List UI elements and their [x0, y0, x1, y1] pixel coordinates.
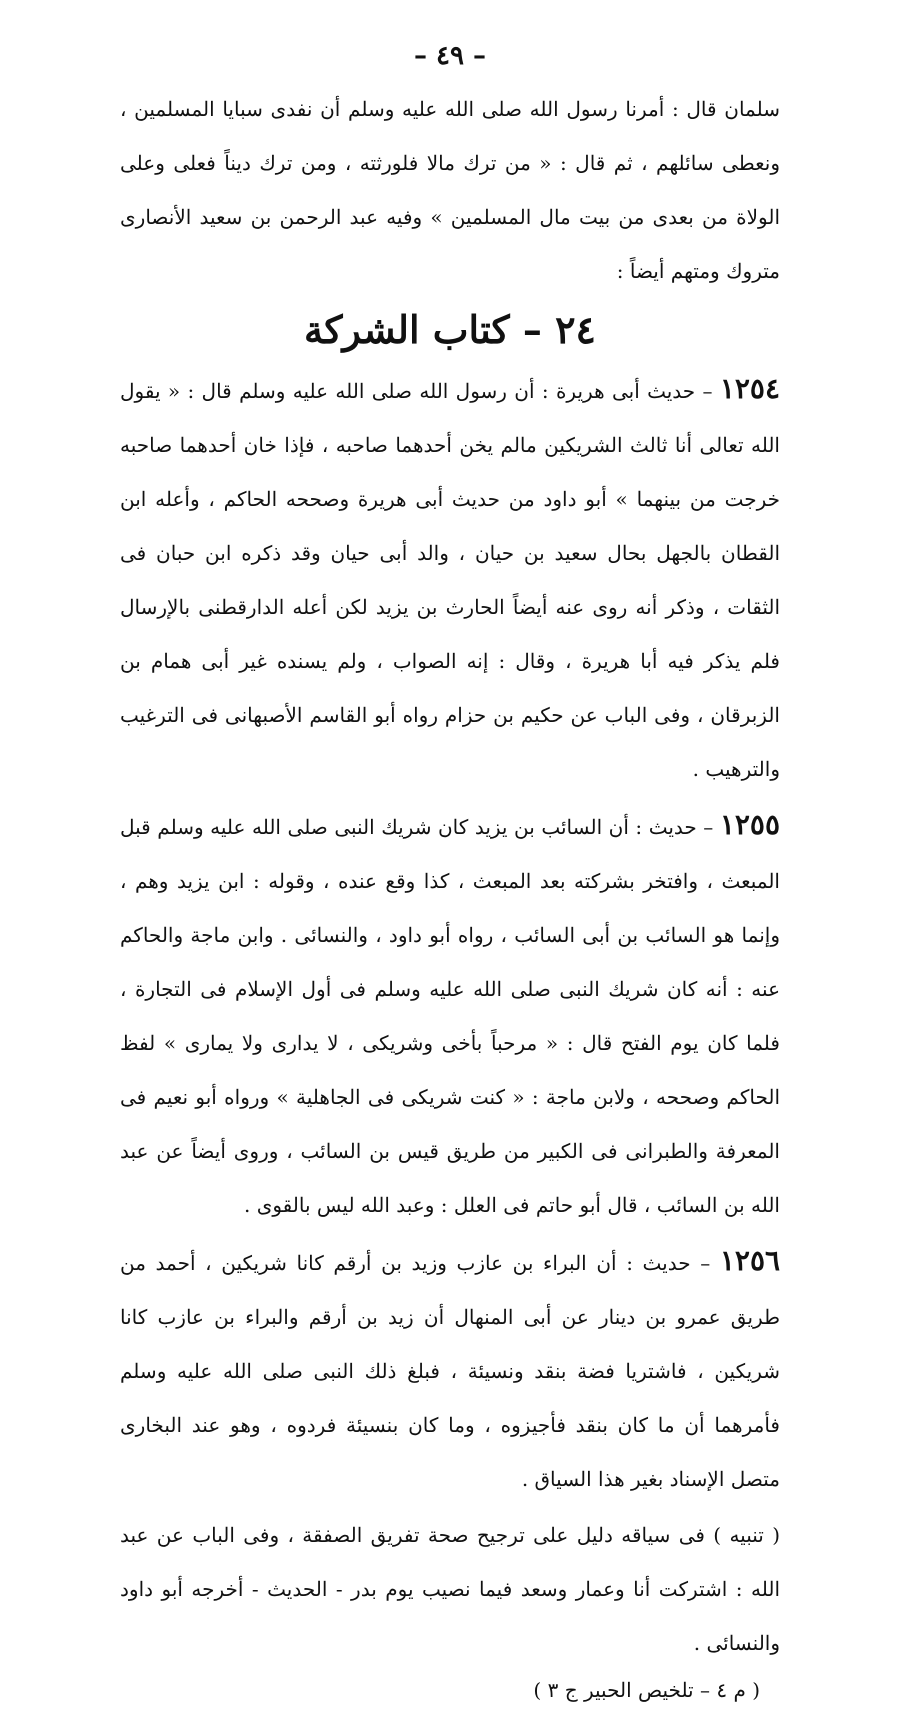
page-footer: ( م ٤ – تلخيص الحبير ج ٣ ) [533, 1678, 760, 1702]
hadith-text: – حديث أبى هريرة : أن رسول الله صلى الله عليه وسلم قال : « يقول الله تعالى أنا ثالث الشريكين مالم يخن أحدهما صاحبه ، فإذا خان أحدهما صاحبه خرجت من بينهما » أبو داود من حديث أبى هريرة وصححه الحاكم ، وأعله ابن القطان بالجهل بحال سعيد بن حيان ، والد أبى حيان وقد ذكره ابن حبان فى الثقات ، وذكر أنه روى عنه أيضاً الحارث بن يزيد لكن أعله الدارقطنى بالإرسال فلم يذكر فيه أبا هريرة ، وقال : إنه الصواب ، ولم يسنده غير أبى همام بن الزبرقان ، وفى الباب عن حكيم بن حزام رواه أبو القاسم الأصبهانى فى الترغيب والترهيب . [120, 379, 780, 781]
hadith-number: ١٢٥٦ [719, 1244, 781, 1277]
section-title: ٢٤ – كتاب الشركة [304, 307, 596, 352]
hadith-number: ١٢٥٤ [719, 372, 780, 405]
hadith-number: ١٢٥٥ [719, 808, 780, 841]
hadith-paragraph [120, 1234, 780, 1506]
intro-paragraph: سلمان قال : أمرنا رسول الله صلى الله عليه وسلم أن نفدى سبايا المسلمين ، ونعطى سائلهم ، ثم قال : « من ترك مالا فلورثته ، ومن ترك ديناً فعلى وعلى الولاة من بعدى من بيت مال المسلمين » وفيه عبد الرحمن بن سعيد الأنصارى متروك ومتهم أيضاً : [120, 97, 780, 283]
hadith-text: – حديث : أن السائب بن يزيد كان شريك النبى صلى الله عليه وسلم قبل المبعث ، وافتخر بشركته بعد المبعث ، كذا وقع عنده ، وقوله : ابن يزيد وهم ، وإنما هو السائب بن أبى السائب ، رواه أبو داود ، والنسائى . وابن ماجة والحاكم عنه : أنه كان شريك النبى صلى الله عليه وسلم فى أول الإسلام فى التجارة ، فلما كان يوم الفتح قال : « مرحباً بأخى وشريكى ، لا يدارى ولا يمارى » لفظ الحاكم وصححه ، ولابن ماجة : « كنت شريكى فى الجاهلية » ورواه أبو نعيم فى المعرفة والطبرانى فى الكبير من طريق قيس بن السائب ، وروى أيضاً عن عبد الله بن السائب ، قال أبو حاتم فى العلل : وعبد الله ليس بالقوى . [120, 815, 780, 1217]
hadith-paragraph [120, 798, 780, 1232]
document-page [120, 30, 781, 1702]
hadith-text: – حديث : أن البراء بن عازب وزيد بن أرقم كانا شريكين ، أحمد من طريق عمرو بن دينار عن أبى المنهال أن زيد بن أرقم والبراء بن عازب كانا شريكين ، فاشتريا فضة بنقد ونسيئة ، فبلغ ذلك النبى صلى الله عليه وسلم فأمرهما أن ما كان بنقد فأجيزوه ، وما كان بنسيئة فردوه ، وهو عند البخارى متصل الإسناد بغير هذا السياق . [120, 1251, 781, 1491]
note-paragraph: ( تنبيه ) فى سياقه دليل على ترجيح صحة تفريق الصفقة ، وفى الباب عن عبد الله : اشتركت أنا وعمار وسعد فيما نصيب يوم بدر - الحديث - أخرجه أبو داود والنسائى . [120, 1523, 780, 1655]
hadith-paragraph [120, 362, 780, 796]
page-number: – ٤٩ – [413, 41, 487, 71]
